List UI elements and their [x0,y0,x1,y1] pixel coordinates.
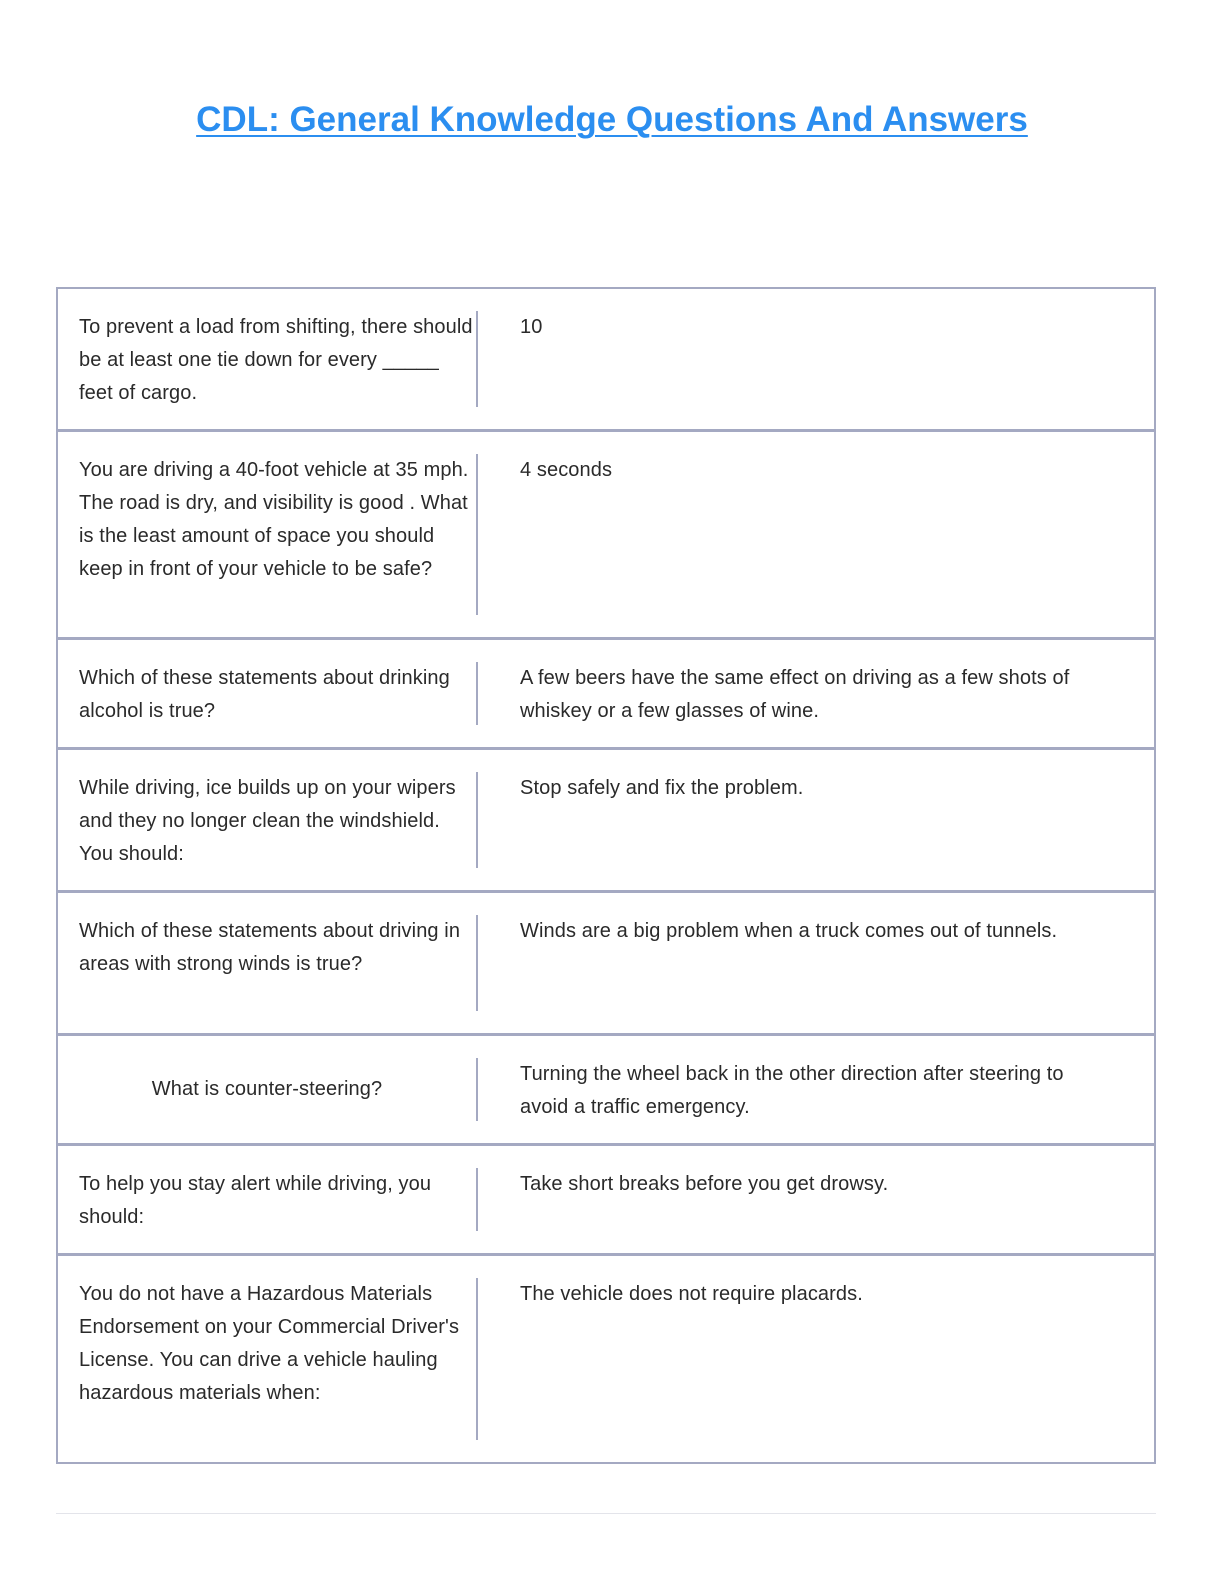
card-answer: 4 seconds [520,459,613,481]
card-row [58,893,1154,1036]
card-question: To help you stay alert while driving, you should: [79,1173,432,1228]
card-row [58,640,1154,750]
card-row [58,432,1154,640]
footer-divider [56,1513,1156,1514]
card-question: What is counter-steering? [151,1078,383,1100]
card-answer: Take short breaks before you get drowsy. [520,1173,889,1195]
card-row [58,1256,1154,1464]
card-question: To prevent a load from shifting, there should be at least one tie down for every _____ feet of cargo. [79,316,473,404]
card-answer: Winds are a big problem when a truck comes out of tunnels. [520,920,1058,942]
card-question: You are driving a 40-foot vehicle at 35 mph. The road is dry, and visibility is good . What is the least amount of space you should keep in front of your vehicle to be safe? [79,459,469,580]
page-title-link[interactable]: CDL: General Knowledge Questions And Answers [196,100,1028,139]
card-answer: Turning the wheel back in the other direction after steering to avoid a traffic emergency. [520,1063,1064,1118]
card-row [58,289,1154,432]
card-answer: Stop safely and fix the problem. [520,777,804,799]
card-row [58,1036,1154,1146]
card-row [58,1146,1154,1256]
card-answer: A few beers have the same effect on driving as a few shots of whiskey or a few glasses of wine. [520,667,1070,722]
title-container [0,100,1224,140]
flashcard-table [56,287,1156,1464]
card-question: You do not have a Hazardous Materials Endorsement on your Commercial Driver's License. You can drive a vehicle hauling hazardous materials when: [79,1283,460,1404]
card-question: While driving, ice builds up on your wipers and they no longer clean the windshield. You should: [79,777,456,865]
card-answer: The vehicle does not require placards. [520,1283,863,1305]
card-question: Which of these statements about driving in areas with strong winds is true? [79,920,461,975]
card-answer: 10 [520,316,543,338]
card-row [58,750,1154,893]
card-question: Which of these statements about drinking alcohol is true? [79,667,450,722]
